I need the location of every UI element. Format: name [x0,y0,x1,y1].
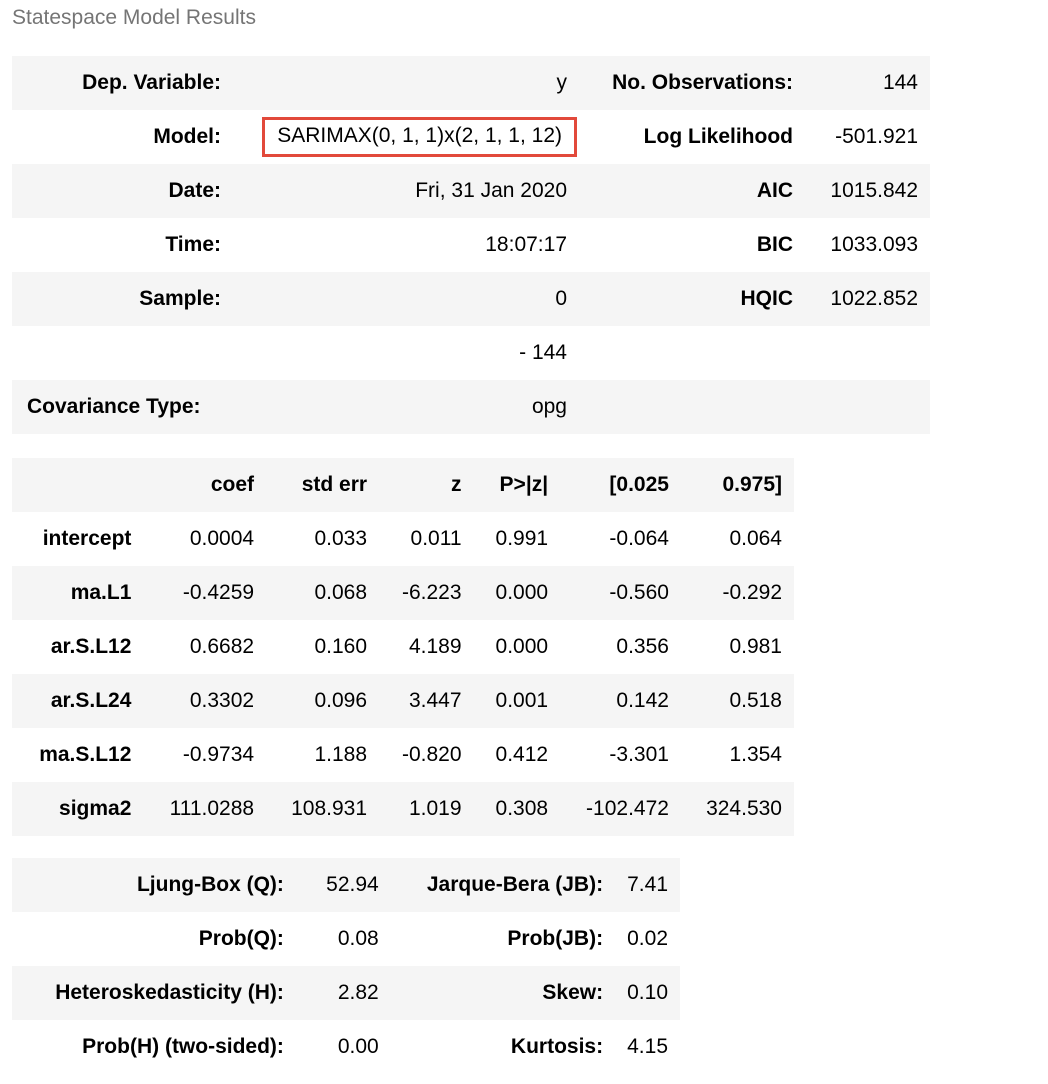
model-value: SARIMAX(0, 1, 1)x(2, 1, 1, 12) [277,124,562,147]
table-cell: 0.000 [495,635,549,658]
table-row [12,380,930,434]
prob-h-label: Prob(H) (two-sided): [82,1035,284,1058]
hqic-label: HQIC [740,287,793,310]
no-observations-value: 144 [882,71,918,94]
table-cell: 0.068 [314,581,368,604]
table-row [12,966,680,1020]
table-row [12,566,794,620]
dep-variable-value: y [556,71,567,94]
table-cell: 1.354 [729,743,782,766]
bic-label: BIC [756,233,793,256]
table-cell: 0.3302 [189,689,255,712]
date-value: Fri, 31 Jan 2020 [415,179,567,202]
table-cell: 0.011 [410,527,462,550]
dep-variable-label: Dep. Variable: [82,71,221,94]
covariance-type-label: Covariance Type: [27,395,201,418]
date-label: Date: [168,179,221,202]
no-observations-label: No. Observations: [612,71,793,94]
time-value: 18:07:17 [485,233,567,256]
coefficients-table [12,458,794,836]
table-row [12,512,794,566]
bic-value: 1033.093 [830,233,918,256]
table-cell: 0.6682 [189,635,255,658]
table-cell: 4.189 [408,635,462,658]
jarque-bera-value: 7.41 [627,873,668,896]
ljung-box-label: Ljung-Box (Q): [136,873,284,896]
table-cell: 1.188 [314,743,368,766]
covariance-type-value: opg [531,395,567,418]
sample-start-value: 0 [555,287,567,310]
table-cell: -0.4259 [182,581,255,604]
prob-q-label: Prob(Q): [198,927,284,950]
table-cell: -0.064 [609,527,669,550]
ljung-box-value: 52.94 [326,873,379,896]
row-label: ma.L1 [70,581,132,604]
column-header: z [451,473,462,496]
table-cell: 108.931 [291,797,368,820]
row-label: ma.S.L12 [39,743,132,766]
hqic-value: 1022.852 [830,287,918,310]
table-row [12,218,930,272]
table-cell: -0.292 [722,581,782,604]
table-header-row [12,458,794,512]
table-row [12,674,794,728]
row-label: intercept [42,527,132,550]
table-cell: 0.991 [495,527,549,550]
results-caption: Statespace Model Results [12,6,256,29]
sample-label: Sample: [139,287,221,310]
table-row [12,728,794,782]
table-cell: 324.530 [706,797,782,820]
row-label: ar.S.L24 [50,689,132,712]
table-row [12,326,930,380]
kurtosis-label: Kurtosis: [510,1035,604,1058]
model-label: Model: [153,125,221,148]
log-likelihood-value: -501.921 [835,125,918,148]
table-cell: 0.0004 [189,527,255,550]
table-cell: 3.447 [408,689,462,712]
table-cell: -6.223 [401,581,462,604]
table-row [12,56,930,110]
table-cell: 0.096 [314,689,368,712]
table-cell: 0.000 [495,581,549,604]
table-cell: -102.472 [586,797,669,820]
table-row [12,858,680,912]
column-header: 0.975] [722,473,782,496]
time-label: Time: [165,233,221,256]
table-cell: 0.142 [616,689,669,712]
table-cell: -3.301 [609,743,669,766]
table-row [12,164,930,218]
heteroskedasticity-label: Heteroskedasticity (H): [55,981,284,1004]
kurtosis-value: 4.15 [627,1035,668,1058]
table-cell: 0.412 [495,743,549,766]
table-row [12,272,930,326]
aic-value: 1015.842 [830,179,918,202]
column-header: coef [210,473,255,496]
table-cell: 0.033 [314,527,368,550]
prob-h-value: 0.00 [337,1035,379,1058]
heteroskedasticity-value: 2.82 [337,981,379,1004]
diagnostics-table [12,858,680,1074]
column-header: [0.025 [609,473,669,496]
table-cell: 0.064 [729,527,782,550]
column-header [12,458,143,512]
table-cell: -0.560 [609,581,669,604]
jarque-bera-label: Jarque-Bera (JB): [426,873,604,896]
table-row [12,912,680,966]
log-likelihood-label: Log Likelihood [643,125,793,148]
prob-jb-label: Prob(JB): [507,927,604,950]
sample-end-value: - 144 [519,341,567,364]
prob-q-value: 0.08 [337,927,379,950]
table-row [12,110,930,164]
aic-label: AIC [756,179,793,202]
prob-jb-value: 0.02 [627,927,668,950]
table-row [12,782,794,836]
table-cell: 0.308 [495,797,549,820]
table-cell: -0.9734 [182,743,255,766]
row-label: ar.S.L12 [50,635,132,658]
model-summary-table [12,56,930,434]
table-cell: -0.820 [401,743,462,766]
table-cell: 0.981 [729,635,782,658]
column-header: std err [301,473,368,496]
table-row [12,620,794,674]
table-cell: 111.0288 [169,797,255,820]
table-row [12,1020,680,1074]
table-cell: 0.160 [314,635,368,658]
skew-label: Skew: [542,981,604,1004]
table-cell: 0.001 [495,689,549,712]
column-header: P>|z| [499,473,549,496]
skew-value: 0.10 [627,981,668,1004]
row-label: sigma2 [59,797,132,820]
table-cell: 0.356 [616,635,669,658]
model-highlight-box [262,117,577,157]
table-cell: 1.019 [408,797,462,820]
table-cell: 0.518 [729,689,782,712]
